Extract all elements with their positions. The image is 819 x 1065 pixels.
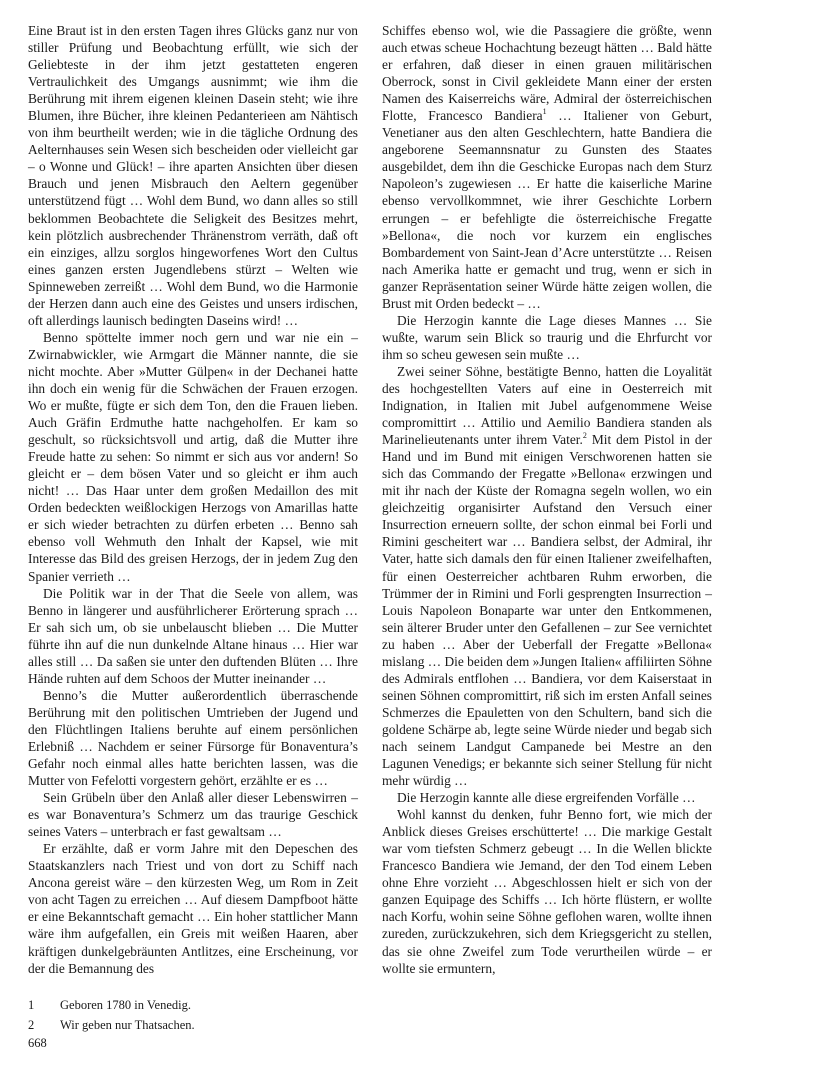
paragraph: Die Herzogin kannte die Lage dieses Mannes … Sie wußte, warum sein Blick so traurig und die Ehrfurcht vor ihm so scheu gewesen sein mußte … xyxy=(382,312,712,362)
paragraph: Benno’s die Mutter außerordentlich überraschende Berührung mit den politischen Umtrieben der Jugend und den Flüchtlingen Italiens beruhte auf einem persönlichen Erlebniß … Nachdem er seiner Fürsorge für Bonaventura’s Gefahr noch einmal alles hatte berichten lassen, was die Mutter von Fefelotti vorgestern gehört, erzählte er es … xyxy=(28,687,358,789)
footnote-marker[interactable]: 1 xyxy=(542,107,547,117)
paragraph: Die Politik war in der That die Seele von allem, was Benno in längerer und ausführlicherer Erörterung sprach … Er sah sich um, ob sie unbelauscht blieben … Die Mutter führte ihn auf die nun dunkelnde Altane hinaus … Hier war alles still … Da saßen sie unter den duftenden Blüten … Ihre Hände ruhten auf dem Schoos der Mutter ineinander … xyxy=(28,585,358,686)
paragraph: Benno spöttelte immer noch gern und war nie ein – Zwirnabwickler, wie Armgart die Männer nannte, die sie nicht mochte. Aber »Mutter Gülpen« in der Dechanei hatte ihn doch ein wenig für die Schwächen der Frauen erzogen. Wo er mußte, fügte er sich dem Ton, den die Frauen lieben. Auch Gräfin Erdmuthe hatte nachgeholfen. Er kam so geschult, so rücksichtsvoll und artig, daß die Mutter ihre Freude hatte zu sehen: So nimmt er sich aus vor andern! So gleicht er – dem bösen Vater und so gleicht er ihm auch nicht! … Das Haar unter dem großen Medaillon des mit Orden bedeckten weißlockigen Herzogs von Amarillas hatte er sich wieder betrachten zu dürfen erbeten … Benno sah ebenso voll Wehmuth den Inhalt der Kapsel, wie mit Interesse das Bild des greisen Herzogs, der in jedem Zug den Spanier verrieth … xyxy=(28,329,358,584)
paragraph xyxy=(382,22,712,312)
footnote-number: 1 xyxy=(28,998,35,1012)
paragraph-text: … Italiener von Geburt, Venetianer aus den alten Geschlechtern, hatte Bandiera die angeborene Seemannsnatur zu Gunsten des Staates ausgebildet, dem ihn die Geschicke Europas nach dem Sturz Napoleon’s zugewiesen … Er hatte die kaiserliche Marine ebenso vervollkommnet, wie ihrer Geschichte Lorbern errungen – er befehligte die österreichische Fregatte »Bellona«, die noch vor kurzem ein englisches Bombardement von Saint-Jean d’Acre unterstützte … Reisen nach Amerika hatte er gemacht und trug, wenn er sich in ganzer Repräsentation seiner Würde hätte zeigen wollen, die Brust mit Orden bedeckt – … xyxy=(382,108,712,311)
footnote xyxy=(28,997,428,1013)
paragraph-text: Zwei seiner Söhne, bestätigte Benno, hatten die Loyalität des hochgestellten Vaters auf eine in Oesterreich mit Indignation, in Italien mit Jubel aufgenommene Weise compromittirt … Attilio und Aemilio Bandiera standen als Marinelieutenants unter ihrem Vater. xyxy=(382,363,712,448)
paragraph: Die Herzogin kannte alle diese ergreifenden Vorfälle … xyxy=(397,790,696,806)
footnotes xyxy=(28,997,428,1037)
paragraph: Er erzählte, daß er vorm Jahre mit den Depeschen des Staatskanzlers nach Triest und von dort zu Schiff nach Ancona gereist wäre – den kürzesten Weg, um Rom in Zeit von acht Tagen zu erreichen … Auf diesem Dampfboot hätte er eine Bekanntschaft gemacht … Ein hoher stattlicher Mann wäre ihm aufgefallen, ein Greis mit weißen Haaren, aber kräftigen dunkelgebräunten Antlitzes, eine Erscheinung, vor der die Bemannung des xyxy=(28,841,358,976)
right-text-column xyxy=(382,22,712,977)
footnote-number: 2 xyxy=(28,1018,35,1032)
page-number: 668 xyxy=(28,1036,47,1050)
left-text-column xyxy=(28,22,358,977)
paragraph: Wohl kannst du denken, fuhr Benno fort, wie mich der Anblick dieses Greises erschütterte! … Die markige Gestalt war vom tiefsten Schmerz gebeugt … In die Wellen blickte Francesco Bandiera wie Jemand, der den Tod einem Leben ohne Ehre vorzieht … Abgeschlossen hielt er sich von der ganzen Equipage des Schiffs … Ich hörte flüstern, er wollte nach Korfu, wohin seine Söhne geflohen waren, wollte ihnen zureden, zurückzukehren, sich dem Kriegsgericht zu stellen, das sie ohne Zweifel zum Tode verurtheilen würde – er wollte sie ermuntern, xyxy=(382,807,712,976)
paragraph: Sein Grübeln über den Anlaß aller dieser Lebenswirren – es war Bonaventura’s Schmerz um das traurige Geschick seines Vaters – unterbrach er fast gewaltsam … xyxy=(28,790,358,840)
footnote-text: Wir geben nur Thatsachen. xyxy=(60,1018,195,1032)
paragraph-text: Mit dem Pistol in der Hand und im Bund mit einigen Verschworenen hatten sie sich das Commando der Fregatte »Bellona« erzwingen und mit ihr nach der Küste der Romagna segeln wollen, wo ein gleichzeitig organisirter Aufstand den Versuch einer Insurrection erneuern sollte, der schon einmal bei Forli und Rimini gescheitert war … Bandiera selbst, der Admiral, ihr Vater, hatte sich damals den für einen Italiener zweifelhaften, für einen Oesterreicher achtbaren Ruhm erworben, die Trümmer der in Rimini und Forli gesprengten Insurrection – Louis Napoleon Bonaparte war unter den Entkommenen, sein älterer Bruder unter den Gefallenen – zur See vernichtet zu haben … Aber der Ueberfall der Fregatte »Bellona« mislang … Die beiden dem »Jungen Italien« affiliirten Söhne des Admirals entflohen … Bandiera, vor dem Kaiserstaat in seinen Söhnen compromittirt, riß sich im ersten Anfall seines Schmerzes die Epauletten von den Schultern, band sich die goldene Schärpe ab, legte seine Würde nieder und begab sich nach seinem Landgut Campanede bei Mestre an den Lagunen Venedigs; er bekannte sich seiner Stellung für nicht mehr würdig … xyxy=(382,432,713,789)
paragraph-text: Schiffes ebenso wol, wie die Passagiere die größte, wenn auch etwas scheue Hochachtung bezeugt hätten … Bald hätte er erfahren, daß dieser in einen grauen militärischen Oberrock, sonst in Civil gekleidete Mann einer der ersten Namen des Kaiserreichs wäre, Admiral der österreichischen Flotte, Francesco Bandiera xyxy=(382,23,712,124)
paragraph: Eine Braut ist in den ersten Tagen ihres Glücks ganz nur von stiller Prüfung und Beobachtung erfüllt, wie sich der Geliebteste in der ihm jetzt gestatteten engeren Vertraulichkeit des Umgangs ausnimmt; wie ihm die Berührung mit ihrem eigenen kleinen Dasein steht; wie ihre Blumen, ihre Bücher, ihre kleinen Pedanterieen am Nähtisch von ihm beurtheilt werden; wie in die tägliche Ordnung des Aelternhauses sein Wesen sich bescheiden oder vielleicht gar – o Wonne und Glück! – ihre aparten Ansichten über diesen Brauch und jenen Misbrauch den Aeltern gegenüber unterstützend fügt … Wohl dem Bund, wo dann alles so still beklommen Beobachtete die Seligkeit des Besitzes mehrt, kein plötzlich ausbrechender Thränenstrom verräth, daß oft ein einziges, allzu sorglos hingeworfenes Wort den Cultus eines ganzen ersten Jugendlebens stürzt – Welten wie Spinneweben zerreißt … Wohl dem Bund, wo die Harmonie der Herzen dann auch eine des Geistes und unsers irdischen, oft allerdings launisch bedingten Daseins wird! … xyxy=(28,23,358,328)
paragraph xyxy=(382,363,712,789)
footnote xyxy=(28,1017,428,1033)
footnote-text: Geboren 1780 in Venedig. xyxy=(60,998,191,1012)
footnote-marker[interactable]: 2 xyxy=(582,431,587,441)
